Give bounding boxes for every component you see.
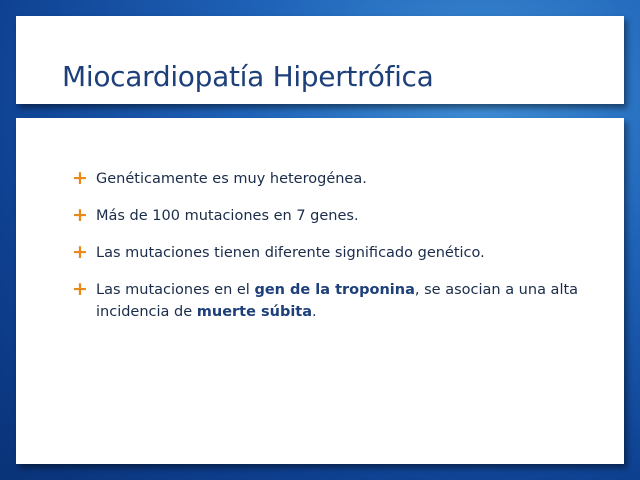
plus-icon: + bbox=[72, 167, 88, 189]
bullet-text: Las mutaciones tienen diferente significado genético. bbox=[96, 245, 485, 261]
bullet-text-part: . bbox=[312, 304, 317, 320]
bullet-list bbox=[72, 168, 612, 338]
plus-icon: + bbox=[72, 278, 88, 300]
bullet-item bbox=[72, 168, 612, 190]
bullet-text-part: , se asocian a una alta incidencia de bbox=[96, 282, 579, 320]
title-panel bbox=[16, 16, 624, 104]
bullet-item bbox=[72, 205, 612, 227]
bullet-item bbox=[72, 279, 612, 323]
content-panel bbox=[16, 118, 624, 464]
bullet-item bbox=[72, 242, 612, 264]
bullet-text-part: Las mutaciones en el bbox=[96, 282, 255, 298]
bullet-text bbox=[96, 282, 578, 320]
highlight-muerte-subita: muerte súbita bbox=[196, 304, 313, 320]
plus-icon: + bbox=[72, 241, 88, 263]
bullet-text: Genéticamente es muy heterogénea. bbox=[96, 171, 367, 187]
highlight-troponina: gen de la troponina bbox=[254, 282, 415, 298]
slide-title: Miocardiopatía Hipertrófica bbox=[62, 60, 434, 93]
bullet-text: Más de 100 mutaciones en 7 genes. bbox=[96, 208, 359, 224]
plus-icon: + bbox=[72, 204, 88, 226]
